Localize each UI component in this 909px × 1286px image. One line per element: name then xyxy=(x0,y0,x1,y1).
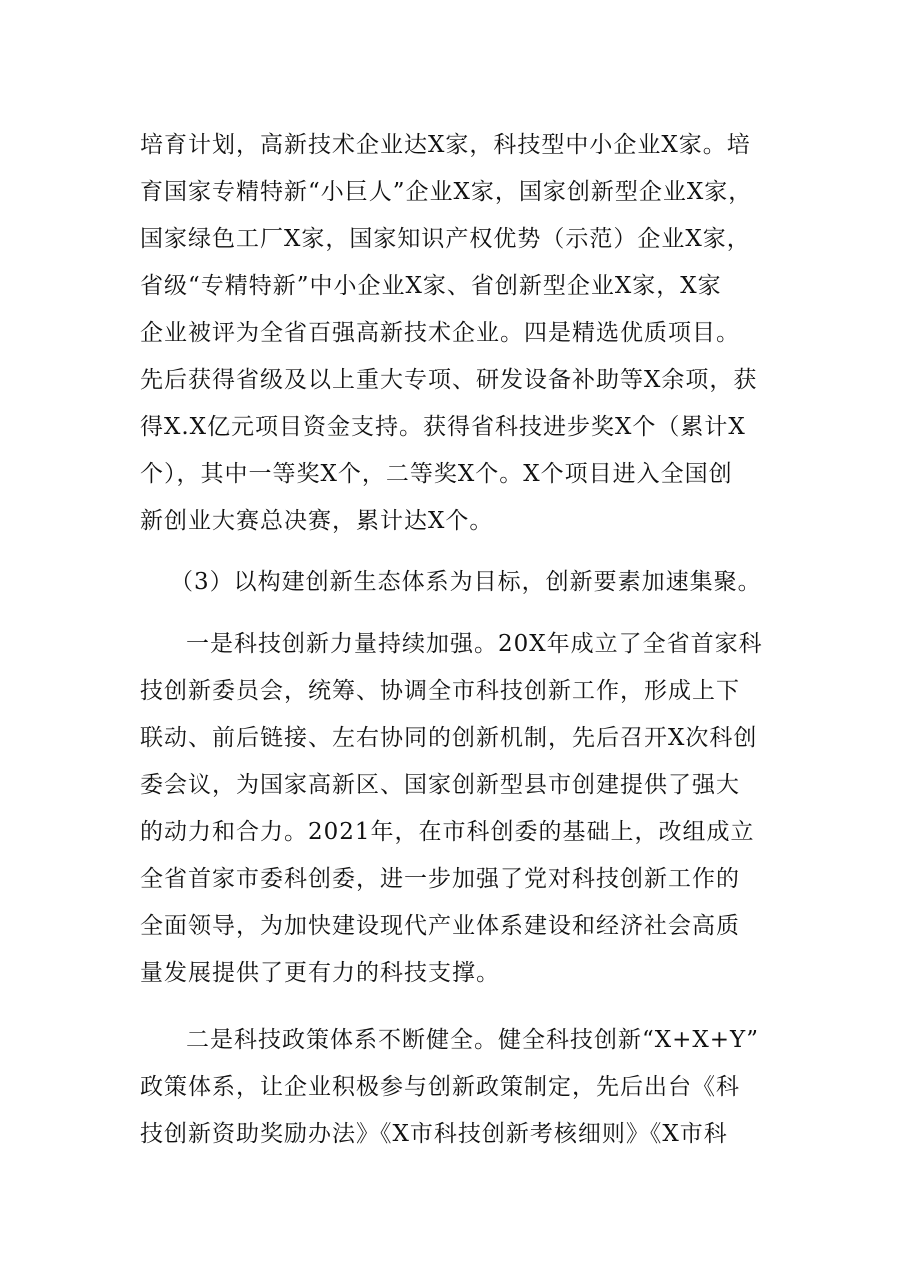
text-line: 新创业大赛总决赛，累计达X个。 xyxy=(140,508,494,534)
text-line: 全面领导，为加快建设现代产业体系建设和经济社会高质 xyxy=(140,913,740,939)
paragraph-first-line: 二是科技政策体系不断健全。健全科技创新“X+X+Y” xyxy=(186,1027,759,1053)
text-line: 个），其中一等奖X个，二等奖X个。X个项目进入全国创 xyxy=(140,461,733,487)
text-line: 政策体系，让企业积极参与创新政策制定，先后出台《科 xyxy=(140,1074,740,1100)
text-line: 技创新资助奖励办法》《X市科技创新考核细则》《X市科 xyxy=(140,1121,728,1147)
text-line: 联动、前后链接、左右协同的创新机制，先后召开X次科创 xyxy=(140,725,758,751)
text-line: 技创新委员会，统筹、协调全市科技创新工作，形成上下 xyxy=(140,678,740,704)
text-line: 委会议，为国家高新区、国家创新型县市创建提供了强大 xyxy=(140,772,740,798)
text-line: 全省首家市委科创委，进一步加强了党对科技创新工作的 xyxy=(140,866,740,892)
text-line: 省级“专精特新”中小企业X家、省创新型企业X家，X家 xyxy=(140,273,722,299)
paragraph-first-line: 一是科技创新力量持续加强。20X年成立了全省首家科 xyxy=(186,631,763,657)
text-line: 量发展提供了更有力的科技支撑。 xyxy=(140,960,500,986)
text-line: 得X.X亿元项目资金支持。获得省科技进步奖X个（累计X xyxy=(140,414,746,440)
text-line: 先后获得省级及以上重大专项、研发设备补助等X余项，获 xyxy=(140,367,758,393)
text-line: 企业被评为全省百强高新技术企业。四是精选优质项目。 xyxy=(140,320,740,346)
text-line: 育国家专精特新“小巨人”企业X家，国家创新型企业X家， xyxy=(140,179,753,205)
text-line: 培育计划，高新技术企业达X家，科技型中小企业X家。培 xyxy=(140,132,751,158)
text-line: 国家绿色工厂X家，国家知识产权优势（示范）企业X家， xyxy=(140,226,751,252)
text-line: 的动力和合力。2021年，在市科创委的基础上，改组成立 xyxy=(140,819,755,845)
section-heading: （3）以构建创新生态体系为目标，创新要素加速集聚。 xyxy=(170,569,762,595)
